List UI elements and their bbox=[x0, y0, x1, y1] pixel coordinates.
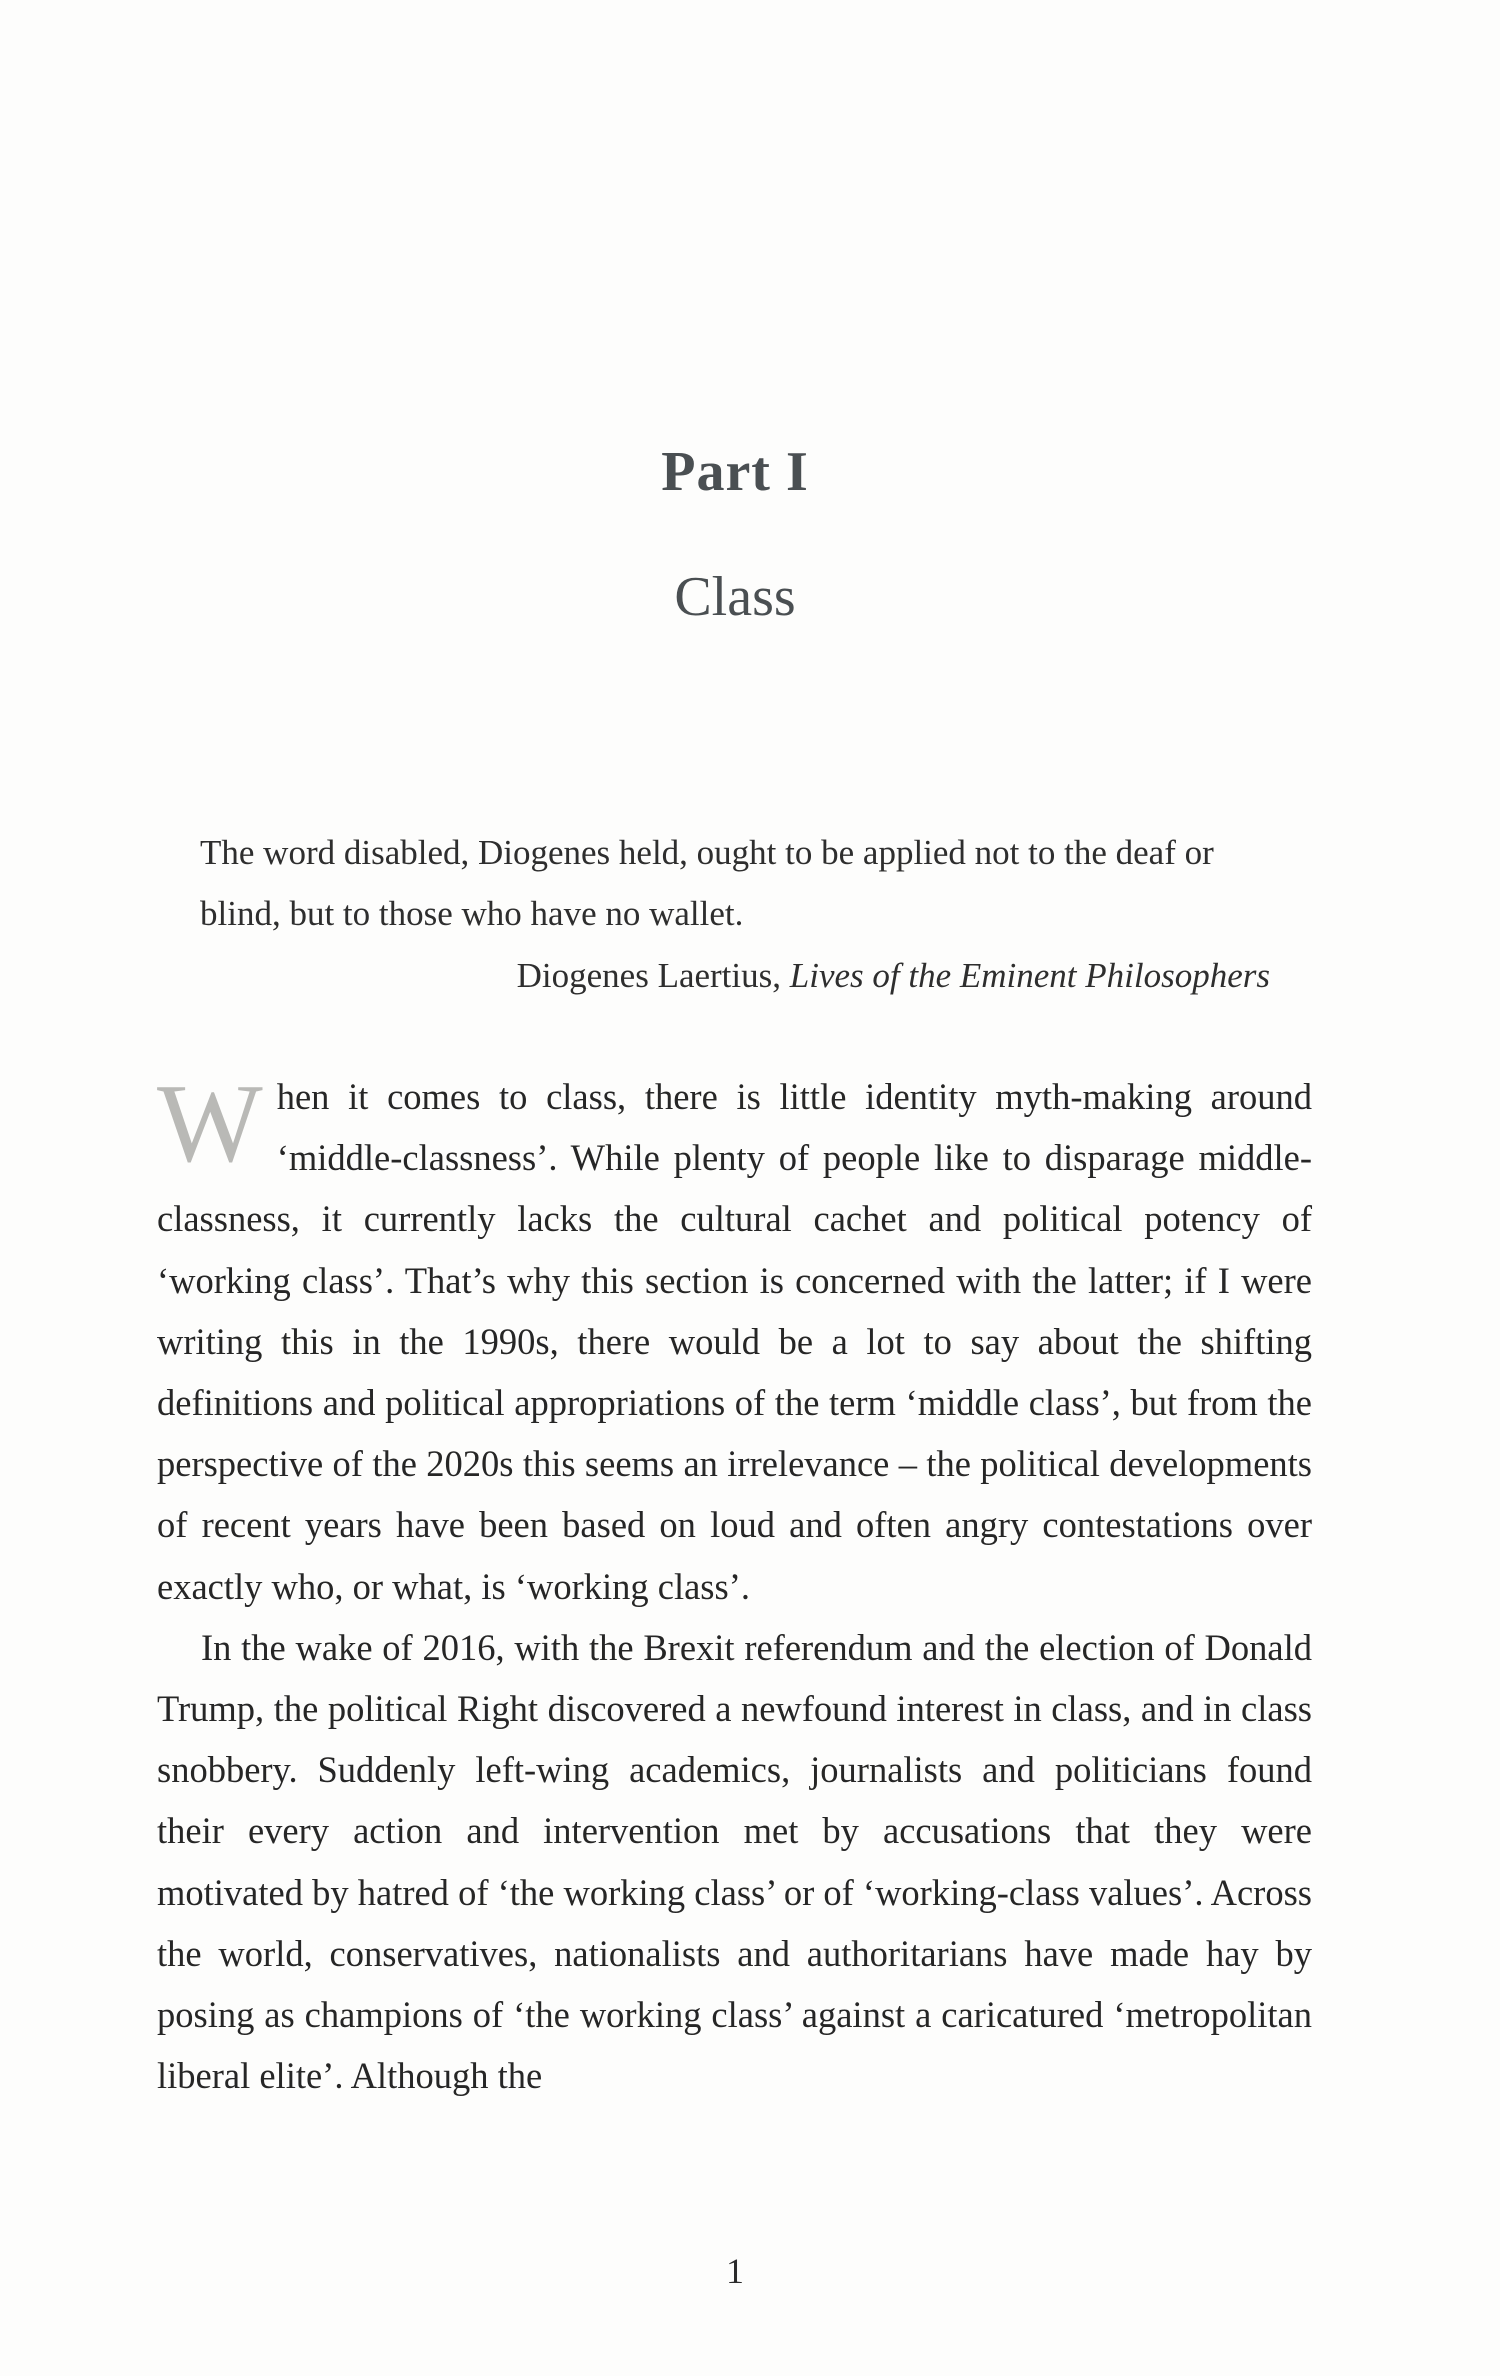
paragraph bbox=[157, 1062, 1312, 1617]
epigraph-attribution bbox=[200, 945, 1270, 1006]
part-title: Class bbox=[674, 566, 796, 628]
part-heading: Part I bbox=[661, 441, 809, 503]
paragraph-text: hen it comes to class, there is little identity myth-making around ‘middle-classness’. While plenty of people like to disparage middle-classness, it currently lacks the cultural cachet and political potency of ‘working class’. That’s why this section is concerned with the latter; if I were writing this in the 1990s, there would be a lot to say about the shifting definitions and political appropriations of the term ‘middle class’, but from the perspective of the 2020s this seems an irrelevance – the political developments of recent years have been based on loud and often angry contestations over exactly who, or what, is ‘working class’. bbox=[157, 1076, 1312, 1607]
body-text bbox=[157, 1062, 1312, 2106]
drop-cap: W bbox=[157, 1062, 263, 1186]
epigraph-work-title: Lives of the Eminent Philosophers bbox=[789, 956, 1270, 995]
epigraph-author: Diogenes Laertius, bbox=[516, 956, 790, 995]
page-number: 1 bbox=[726, 2251, 744, 2291]
paragraph: In the wake of 2016, with the Brexit referendum and the election of Donald Trump, the political Right discovered a newfound interest in class, and in class snobbery. Suddenly left-wing academics, journalists and politicians found their every action and intervention met by accusations that they were motivated by hatred of ‘the working class’ or of ‘working-class values’. Across the world, conservatives, nationalists and authoritarians have made hay by posing as champions of ‘the working class’ against a caricatured ‘metropolitan liberal elite’. Although the bbox=[157, 1626, 1312, 2097]
epigraph-quote: The word disabled, Diogenes held, ought to be applied not to the deaf or blind, but to those who have no wallet. bbox=[200, 833, 1214, 933]
